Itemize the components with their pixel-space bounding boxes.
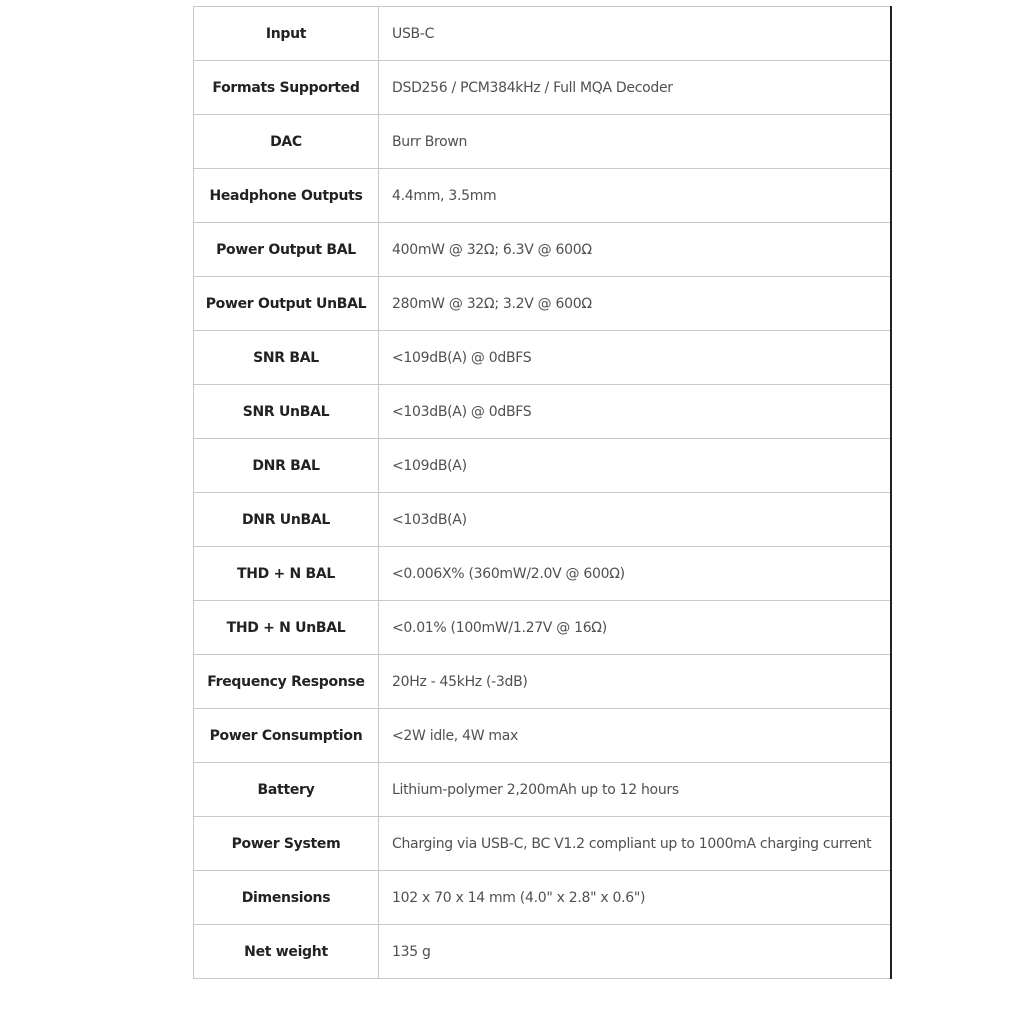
spec-row-power-consumption: [194, 709, 891, 763]
spec-value: 20Hz - 45kHz (-3dB): [379, 655, 891, 709]
spec-value: Charging via USB-C, BC V1.2 compliant up to 1000mA charging current: [379, 817, 891, 871]
spec-row-frequency-response: [194, 655, 891, 709]
spec-row-snr-bal: [194, 331, 891, 385]
spec-row-thd-n-bal: [194, 547, 891, 601]
spec-label: Power Consumption: [194, 709, 379, 763]
spec-label: SNR BAL: [194, 331, 379, 385]
spec-row-power-output-bal: [194, 223, 891, 277]
spec-table: [193, 6, 892, 979]
spec-row-dimensions: [194, 871, 891, 925]
spec-value: 102 x 70 x 14 mm (4.0" x 2.8" x 0.6"): [379, 871, 891, 925]
spec-row-input: [194, 7, 891, 61]
spec-label: Net weight: [194, 925, 379, 979]
spec-label: Battery: [194, 763, 379, 817]
spec-row-snr-unbal: [194, 385, 891, 439]
spec-row-thd-n-unbal: [194, 601, 891, 655]
spec-value: <109dB(A) @ 0dBFS: [379, 331, 891, 385]
spec-row-power-system: [194, 817, 891, 871]
spec-value: <2W idle, 4W max: [379, 709, 891, 763]
spec-label: DNR UnBAL: [194, 493, 379, 547]
spec-row-dac: [194, 115, 891, 169]
spec-label: Power Output UnBAL: [194, 277, 379, 331]
spec-label: DNR BAL: [194, 439, 379, 493]
spec-value: DSD256 / PCM384kHz / Full MQA Decoder: [379, 61, 891, 115]
spec-row-net-weight: [194, 925, 891, 979]
spec-label: DAC: [194, 115, 379, 169]
spec-value: <103dB(A) @ 0dBFS: [379, 385, 891, 439]
spec-label: Frequency Response: [194, 655, 379, 709]
spec-row-dnr-unbal: [194, 493, 891, 547]
spec-value: Lithium-polymer 2,200mAh up to 12 hours: [379, 763, 891, 817]
spec-row-formats-supported: [194, 61, 891, 115]
spec-value: 280mW @ 32Ω; 3.2V @ 600Ω: [379, 277, 891, 331]
spec-label: Headphone Outputs: [194, 169, 379, 223]
spec-label: THD + N UnBAL: [194, 601, 379, 655]
spec-label: Input: [194, 7, 379, 61]
spec-label: Formats Supported: [194, 61, 379, 115]
spec-row-dnr-bal: [194, 439, 891, 493]
spec-value: 135 g: [379, 925, 891, 979]
spec-row-headphone-outputs: [194, 169, 891, 223]
spec-label: Dimensions: [194, 871, 379, 925]
spec-value: USB-C: [379, 7, 891, 61]
spec-label: THD + N BAL: [194, 547, 379, 601]
spec-label: SNR UnBAL: [194, 385, 379, 439]
spec-row-battery: [194, 763, 891, 817]
spec-value: <0.01% (100mW/1.27V @ 16Ω): [379, 601, 891, 655]
spec-value: <103dB(A): [379, 493, 891, 547]
spec-value: 400mW @ 32Ω; 6.3V @ 600Ω: [379, 223, 891, 277]
spec-value: <0.006X% (360mW/2.0V @ 600Ω): [379, 547, 891, 601]
spec-value: <109dB(A): [379, 439, 891, 493]
spec-value: Burr Brown: [379, 115, 891, 169]
spec-label: Power Output BAL: [194, 223, 379, 277]
spec-row-power-output-unbal: [194, 277, 891, 331]
spec-label: Power System: [194, 817, 379, 871]
spec-value: 4.4mm, 3.5mm: [379, 169, 891, 223]
